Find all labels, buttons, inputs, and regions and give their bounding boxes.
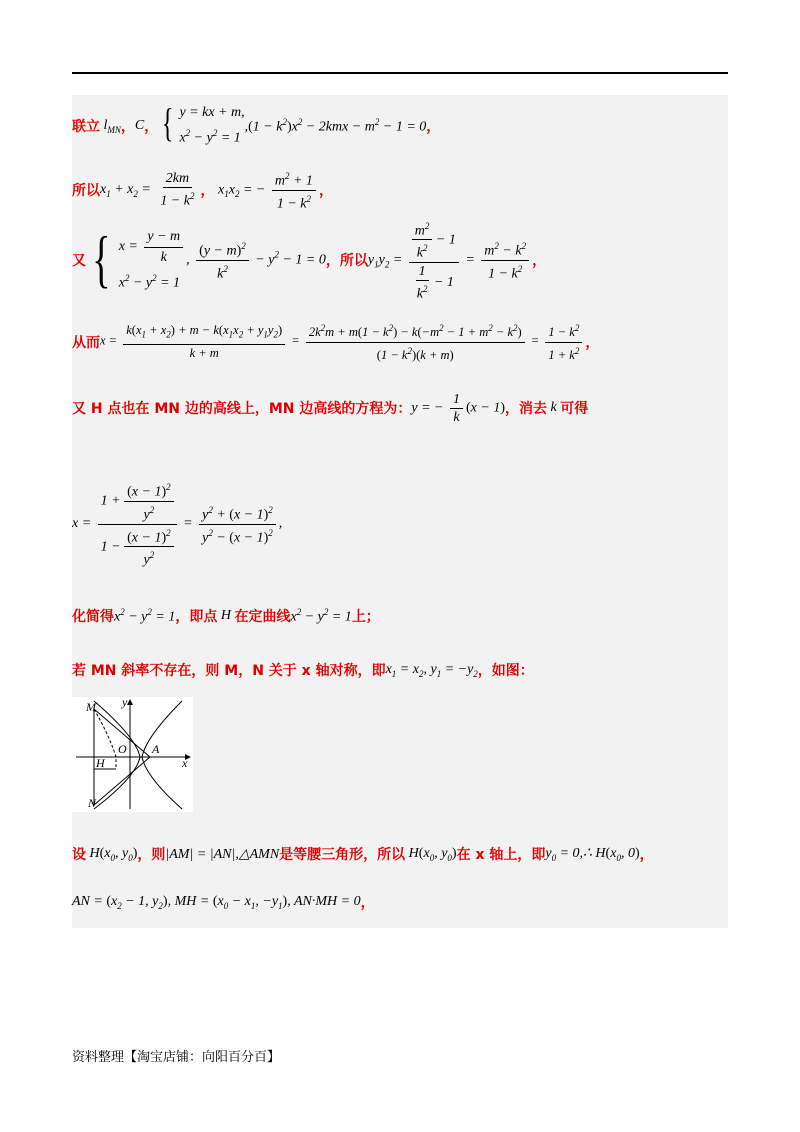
- math-y0-zero: $y_0$ = 0,∴ $H(x_0$, 0): [545, 846, 640, 863]
- math-am-an: |AM| = |AN|,△AMN: [165, 846, 280, 862]
- left-branch: [94, 701, 140, 809]
- math-vectors: AN = ($x_2 - 1$, $y_2$), MH = ($x_0 - x_1$, $-y_1$), AN·MH = 0: [72, 893, 361, 911]
- math-k: k: [547, 400, 561, 415]
- label-h: H: [96, 756, 105, 770]
- math-x-ratio: x = 1 + $\frac{(x - 1)^2}{y^2}$ 1 − $\frac{(x - 1)^2}{y^2}$ = $\frac{y^2 + (x - 1)^2}{y^2 - (x - 1)^2}$ ,: [72, 479, 282, 569]
- label-suoyi: 所以: [72, 183, 100, 199]
- math-altitude-eq: y = − $\frac{1}{k}$ (x − 1): [411, 391, 506, 425]
- line-vertical-case: 若 MN 斜率不存在，则 M，N 关于 x 轴对称，即 $x_1 = x_2$, $y_1 = -y_2$ ，如图：: [72, 661, 534, 679]
- line-vieta: 所以 $x_1 + x_2$ = $\frac{2km}{1 - k^2}$ ， $x_1x_2$ = − $\frac{m^2 + 1}{1 - k^2}$ ，: [72, 168, 333, 212]
- label-lianli: 联立: [72, 119, 100, 135]
- math-h-point: $H(x_0$, $y_0$): [86, 845, 138, 863]
- math-lmn: $l_{MN}$: [100, 117, 121, 135]
- math-c: C: [134, 118, 145, 133]
- math-x1x2: $x_1x_2$ = − $\frac{m^2 + 1}{1 - k^2}$: [215, 168, 319, 212]
- line-simplify: 化简得 $x^2 - y^2 = 1$ ，即点 H 在定曲线 $x^2 - y^2 = 1$ 上；: [72, 606, 380, 625]
- text-altitude: 又 H 点也在 MN 边的高线上，MN 边高线的方程为：: [72, 401, 412, 417]
- line-vectors: AN = ($x_2 - 1$, $y_2$), MH = ($x_0 - x_1$, $-y_1$), AN·MH = 0 ，: [72, 893, 375, 911]
- header-rule: [72, 72, 728, 74]
- math-h: H: [217, 608, 235, 623]
- hyperbola-figure: [72, 697, 193, 812]
- figure-svg: [72, 697, 193, 812]
- line-simultaneous: 联立 $l_{MN}$ ， C ， { y = kx + m, $x^2 - y^2 = 1$ $,(1 - k^2)x^2 - 2kmx - m^2 - 1 = 0$ ，: [72, 93, 440, 159]
- label-n: N: [88, 796, 97, 810]
- math-x1-plus-x2: $x_1 + x_2$ = $\frac{2km}{1 - k^2}$: [100, 171, 195, 209]
- line-isosceles: 设 $H(x_0$, $y_0$) ，则 |AM| = |AN|,△AMN 是等腰三角形，所以 $H(x_0$, $y_0$) 在 x 轴上，即 $y_0$ = 0,∴ $H(x_0$, 0) ，: [72, 845, 654, 863]
- label-a: A: [152, 742, 160, 756]
- math-x-formula: x = $\frac{k(x_1 + x_2) + m - k(x_1x_2 + y_1y_2)}{k + m}$ = $\frac{2k^2m + m(1 - k^2) - k(-m^2 - 1 + m^2 - k^2)}{(1 - k^2)(k + m)}$ = $\frac{1 - k^2}{1 + k^2}$: [100, 320, 585, 363]
- line-altitude: 又 H 点也在 MN 边的高线上，MN 边高线的方程为： y = − $\frac{1}{k}$ (x − 1) ，消去 k 可得: [72, 391, 589, 425]
- footer-source: 资料整理【淘宝店铺：向阳百分百】: [72, 1050, 281, 1065]
- math-y1y2: $y_1y_2$ = $\frac{m^2}{k^2}$ − 1 $\frac{1}{k^2}$ − 1 = $\frac{m^2 - k^2}{1 - k^2}$: [368, 218, 532, 303]
- math-symmetric: $x_1 = x_2$, $y_1 = -y_2$: [385, 661, 478, 679]
- math-hyperbola-2: $x^2 - y^2 = 1$: [290, 606, 352, 625]
- line-y-product: 又 { x = $\frac{y - m}{k}$ $x^2 - y^2 = 1$ , $\frac{(y - m)^2}{k^2}$ − $y^2 - 1 = 0$ ，所以 $y_1y_2$ = $\frac{m^2}{k^2}$ − 1 $\frac{1}{k^2}$ − 1 = $\frac{m^2 - k^2}{1 - k^2}$ ，: [72, 218, 546, 302]
- line-x-expression: 从而 x = $\frac{k(x_1 + x_2) + m - k(x_1x_2 + y_1y_2)}{k + m}$ = $\frac{2k^2m + m(1 - k^2) - k(-m^2 - 1 + m^2 - k^2)}{(1 - k^2)(k + m)}$ = $\frac{1 - k^2}{1 + k^2}$ ，: [72, 312, 599, 372]
- math-h-point-2: $H(x_0$, $y_0$): [405, 845, 457, 863]
- math-system-2: { x = $\frac{y - m}{k}$ $x^2 - y^2 = 1$: [86, 227, 186, 294]
- label-x: x: [182, 756, 188, 770]
- label-o: O: [118, 742, 127, 756]
- line-eliminate: [72, 482, 282, 566]
- math-eq-y: , $\frac{(y - m)^2}{k^2}$ − $y^2 - 1 = 0$: [186, 238, 326, 282]
- label-y: y: [122, 697, 128, 709]
- math-quadratic: $,(1 - k^2)x^2 - 2kmx - m^2 - 1 = 0$: [244, 116, 427, 135]
- text-vertical-case: 若 MN 斜率不存在，则 M，N 关于 x 轴对称，即: [72, 663, 386, 679]
- label-m: M: [86, 700, 96, 714]
- math-hyperbola-1: $x^2 - y^2 = 1$: [114, 606, 176, 625]
- math-system-1: { y = kx + m, $x^2 - y^2 = 1$: [162, 100, 245, 146]
